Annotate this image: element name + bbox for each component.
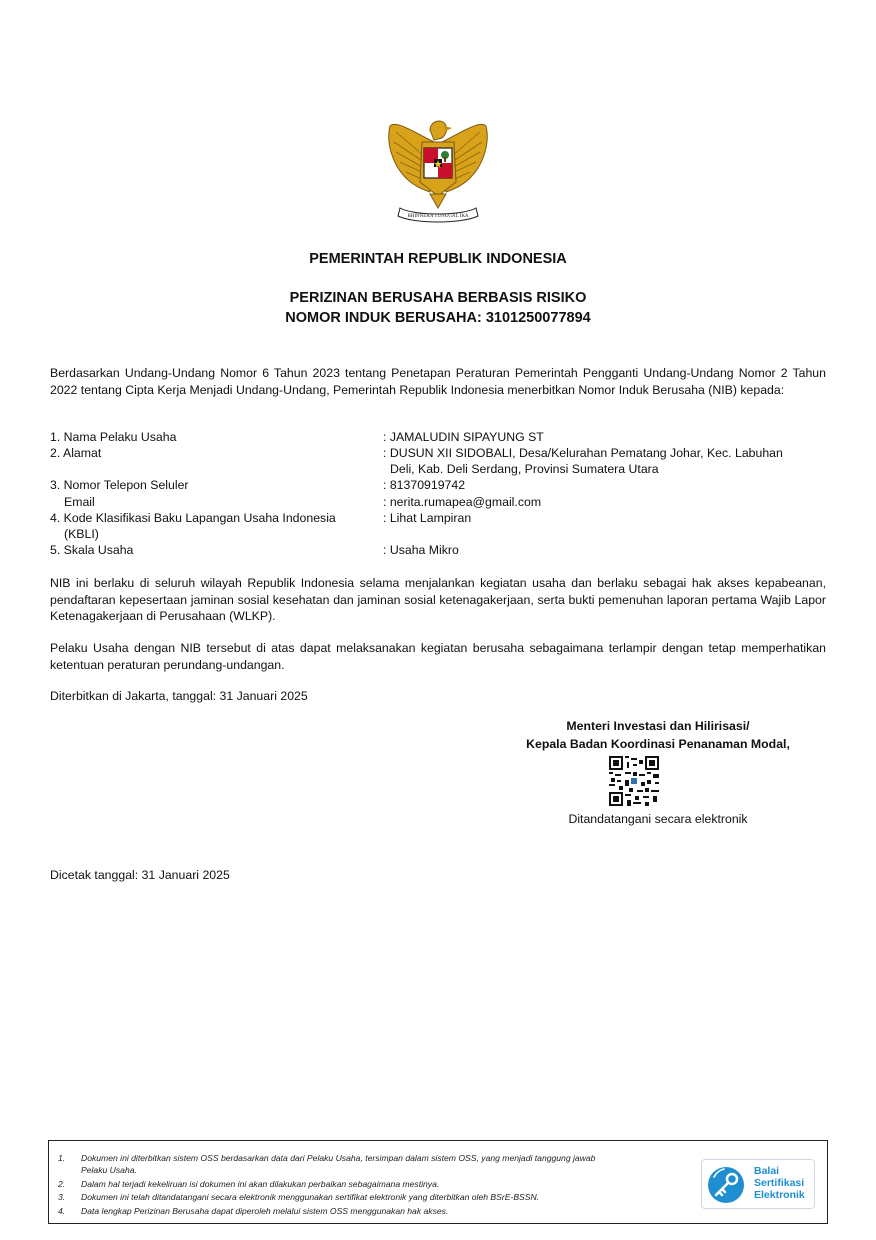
field-label: 3. Nomor Telepon Seluler <box>50 478 189 492</box>
field-value-cont: Deli, Kab. Deli Serdang, Provinsi Sumatera Utara <box>390 462 659 476</box>
field-value: : Usaha Mikro <box>383 543 459 557</box>
field-label: 5. Skala Usaha <box>50 543 134 557</box>
qr-code-icon <box>609 756 659 806</box>
bsre-logo-text: Balai Sertifikasi Elektronik <box>754 1165 805 1201</box>
intro-paragraph: Berdasarkan Undang-Undang Nomor 6 Tahun 2023 tentang Penetapan Peraturan Pemerintah Pengganti Undang-Undang Nomor 2 Tahun 2022 tentang Cipta Kerja Menjadi Undang-Undang, Pemerintah Republik Indonesia menerbitkan Nomor Induk Berusaha (NIB) kepada: <box>50 366 826 397</box>
field-value: : JAMALUDIN SIPAYUNG ST <box>383 430 544 444</box>
signatory-title: Menteri Investasi dan Hilirisasi/ <box>566 719 750 733</box>
signatory-office: Kepala Badan Koordinasi Penanaman Modal, <box>526 737 790 751</box>
field-value: : 81370919742 <box>383 478 466 492</box>
svg-text:BHINNEKA TUNGGAL IKA: BHINNEKA TUNGGAL IKA <box>407 214 469 219</box>
page-title: PEMERINTAH REPUBLIK INDONESIA <box>309 251 567 267</box>
nib-paragraph: NIB ini berlaku di seluruh wilayah Republik Indonesia selama menjalankan kegiatan usaha dan berlaku sebagai hak akses kepabeanan, pendaftaran kepesertaan jaminan sosial kesehatan dan jaminan sosial ketenagakerjaan, serta bukti pemenuhan laporan pertama Wajib Lapor Ketenagakerjaan di Perusahaan (WLKP). <box>50 576 826 623</box>
footer-notes-box <box>48 1140 828 1224</box>
field-label: 4. Kode Klasifikasi Baku Lapangan Usaha Indonesia <box>50 511 336 525</box>
note-text: Dalam hal terjadi kekeliruan isi dokumen ini akan dilakukan perbaikan sebagaimana mestinya. <box>81 1179 440 1189</box>
bsre-logo <box>701 1159 815 1209</box>
note-number: 3. <box>58 1192 66 1202</box>
document-subtitle: PERIZINAN BERUSAHA BERBASIS RISIKO <box>289 290 587 306</box>
note-text: Data lengkap Perizinan Berusaha dapat diperoleh melalui sistem OSS menggunakan hak akses. <box>81 1206 449 1216</box>
note-text: Dokumen ini diterbitkan sistem OSS berdasarkan data dari Pelaku Usaha, tersimpan dalam sistem OSS, yang menjadi tanggung jawab <box>81 1153 596 1163</box>
field-label: 1. Nama Pelaku Usaha <box>50 430 177 444</box>
note-number: 2. <box>58 1179 66 1189</box>
note-text: Dokumen ini telah ditandatangani secara elektronik menggunakan sertifikat elektronik yang diterbitkan oleh BSrE-BSSN. <box>81 1192 540 1202</box>
field-label-cont: (KBLI) <box>64 527 99 541</box>
field-value: : DUSUN XII SIDOBALI, Desa/Kelurahan Pematang Johar, Kec. Labuhan <box>383 446 783 460</box>
nib-number: NOMOR INDUK BERUSAHA: 3101250077894 <box>285 310 591 326</box>
note-text-cont: Pelaku Usaha. <box>81 1165 137 1175</box>
printed-date: Dicetak tanggal: 31 Januari 2025 <box>50 868 230 882</box>
field-label: 2. Alamat <box>50 446 102 460</box>
signature-note: Ditandatangani secara elektronik <box>568 812 748 826</box>
pelaku-paragraph: Pelaku Usaha dengan NIB tersebut di atas dapat melaksanakan kegiatan berusaha sebagaimana terlampir dengan tetap memperhatikan ketentuan peraturan perundang-undangan. <box>50 641 826 672</box>
field-label: Email <box>64 495 95 509</box>
note-number: 1. <box>58 1153 66 1163</box>
issued-date: Diterbitkan di Jakarta, tanggal: 31 Januari 2025 <box>50 689 308 703</box>
note-number: 4. <box>58 1206 66 1216</box>
garuda-pancasila-emblem-icon <box>384 112 492 224</box>
field-value: : nerita.rumapea@gmail.com <box>383 495 542 509</box>
field-value: : Lihat Lampiran <box>383 511 472 525</box>
bsre-logo-icon <box>706 1165 746 1205</box>
